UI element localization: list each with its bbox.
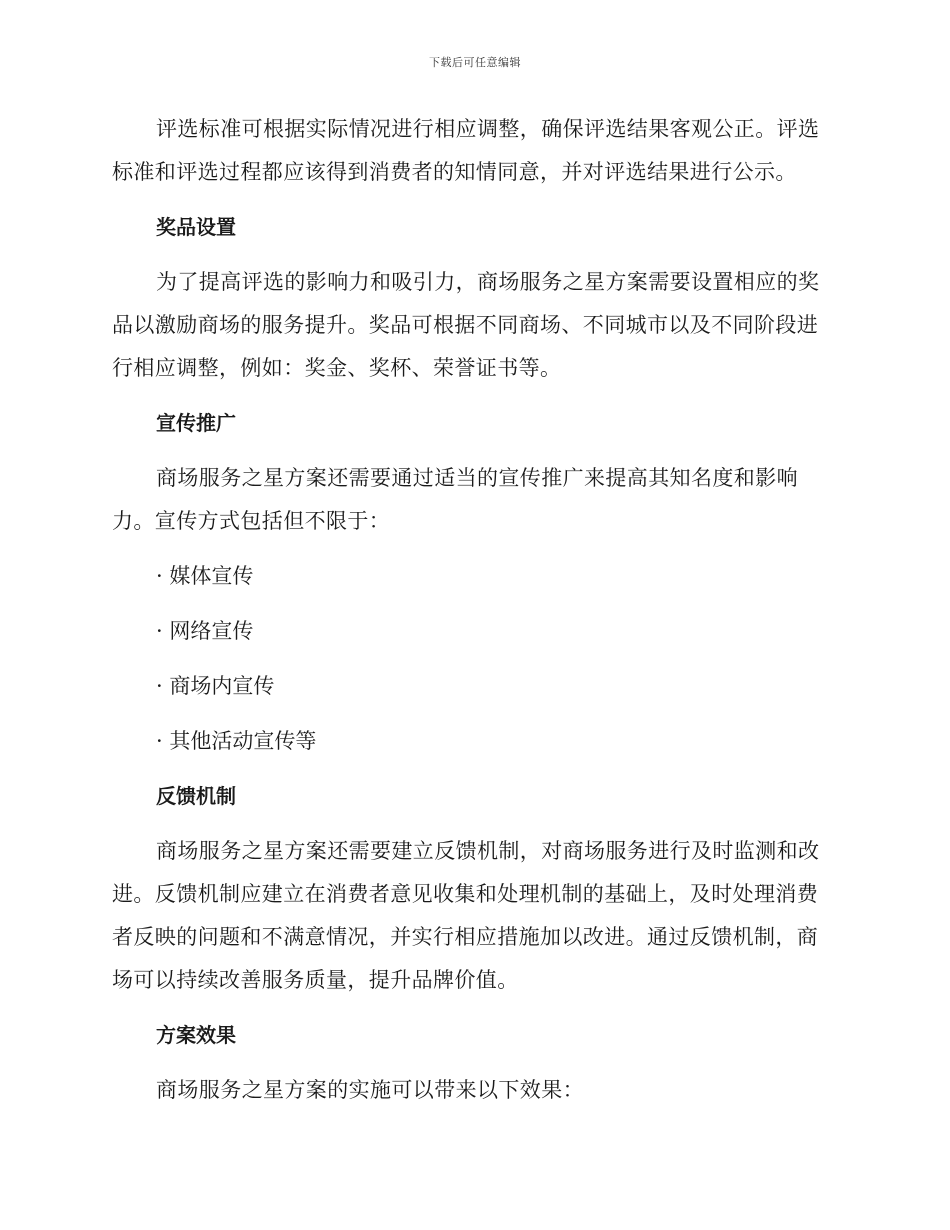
prizes-heading: 奖品设置 (156, 215, 236, 239)
feedback-paragraph: 商场服务之星方案还需要建立反馈机制，对商场服务进行及时监测和改进。反馈机制应建立在消费者意见收集和处理机制的基础上，及时处理消费者反映的问题和不满意情况，并实行相应措施加以改进。通过反馈机制，商场可以持续改善服务质量，提升品牌价值。 (112, 839, 820, 992)
page-header: 下载后可任意编辑 (429, 56, 521, 69)
promo-bullet-item: · 其他活动宣传等 (156, 729, 317, 753)
prizes-paragraph: 为了提高评选的影响力和吸引力，商场服务之星方案需要设置相应的奖品以激励商场的服务提升。奖品可根据不同商场、不同城市以及不同阶段进行相应调整，例如：奖金、奖杯、荣誉证书等。 (112, 270, 820, 380)
promo-bullet-item: · 网络宣传 (156, 619, 254, 643)
document-body (112, 108, 834, 1112)
effect-paragraph: 商场服务之星方案的实施可以带来以下效果： (156, 1078, 584, 1102)
promo-heading: 宣传推广 (156, 411, 236, 435)
promo-bullet-item: · 商场内宣传 (156, 674, 275, 698)
intro-paragraph: 评选标准可根据实际情况进行相应调整，确保评选结果客观公正。评选标准和评选过程都应该得到消费者的知情同意，并对评选结果进行公示。 (112, 117, 820, 184)
promo-paragraph: 商场服务之星方案还需要通过适当的宣传推广来提高其知名度和影响力。宣传方式包括但不限于： (112, 466, 798, 533)
feedback-heading: 反馈机制 (156, 784, 236, 808)
effect-heading: 方案效果 (156, 1023, 236, 1047)
promo-bullet-item: · 媒体宣传 (156, 564, 254, 588)
